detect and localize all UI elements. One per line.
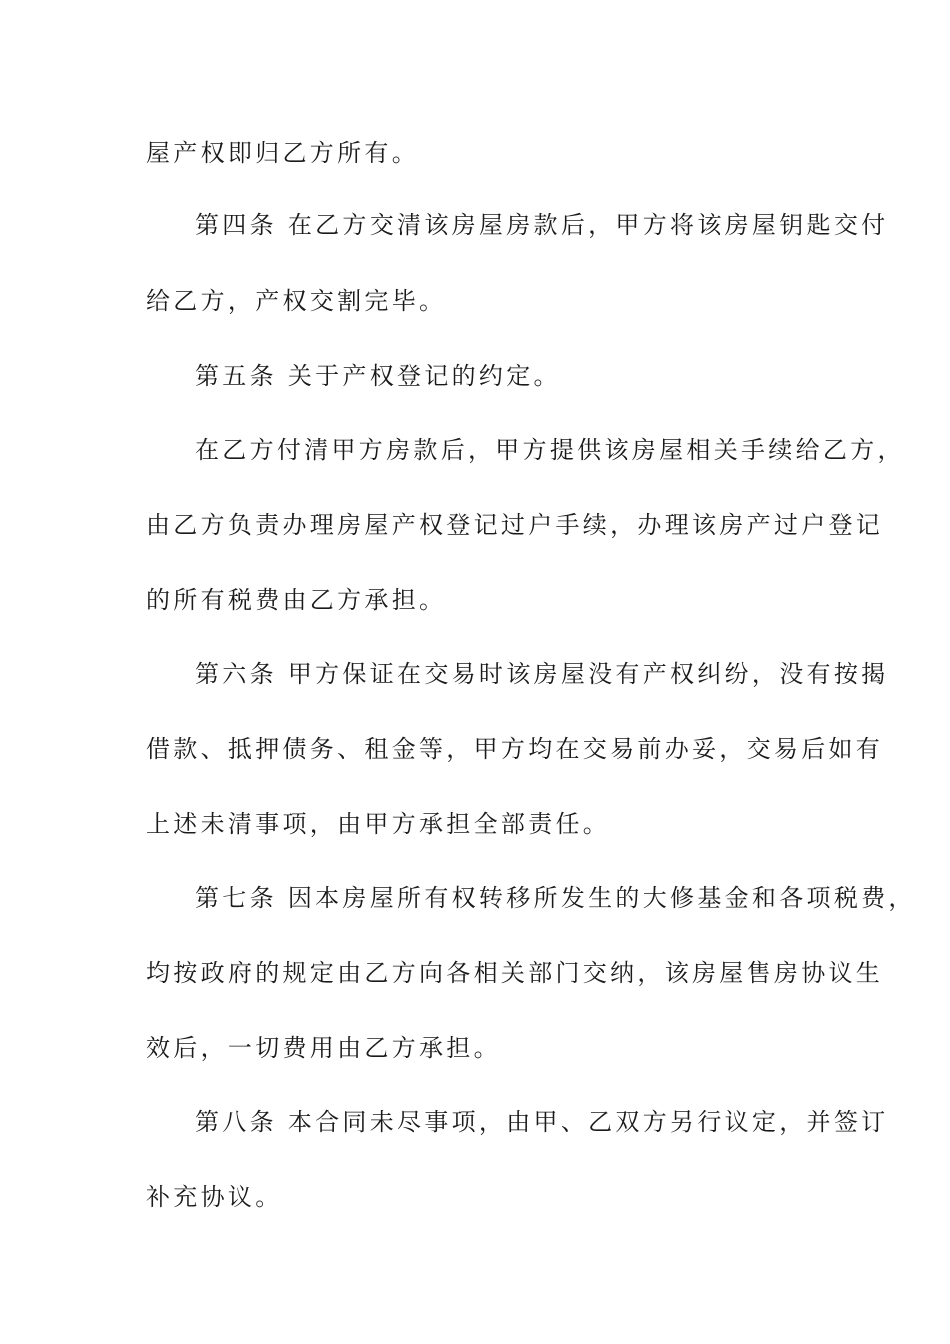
paragraph-line: 第五条 关于产权登记的约定。 [195,362,561,390]
paragraph-line: 由乙方负责办理房屋产权登记过户手续，办理该房产过户登记 [146,511,884,539]
paragraph-line: 第八条 本合同未尽事项，由甲、乙双方另行议定，并签订 [195,1108,889,1136]
paragraph-line: 屋产权即归乙方所有。 [146,139,419,167]
paragraph-line: 补充协议。 [146,1183,283,1211]
paragraph-line: 的所有税费由乙方承担。 [146,586,447,614]
paragraph-line: 第六条 甲方保证在交易时该房屋没有产权纠纷，没有按揭 [195,660,889,688]
paragraph-line: 给乙方，产权交割完毕。 [146,287,447,315]
paragraph-line: 第七条 因本房屋所有权转移所发生的大修基金和各项税费， [195,884,916,912]
paragraph-line: 借款、抵押债务、租金等，甲方均在交易前办妥，交易后如有 [146,735,884,763]
paragraph-line: 效后，一切费用由乙方承担。 [146,1034,501,1062]
paragraph-line: 在乙方付清甲方房款后，甲方提供该房屋相关手续给乙方， [195,436,905,464]
paragraph-line: 上述未清事项，由甲方承担全部责任。 [146,810,611,838]
paragraph-line: 均按政府的规定由乙方向各相关部门交纳，该房屋售房协议生 [146,959,884,987]
paragraph-line: 第四条 在乙方交清该房屋房款后，甲方将该房屋钥匙交付 [195,211,889,239]
